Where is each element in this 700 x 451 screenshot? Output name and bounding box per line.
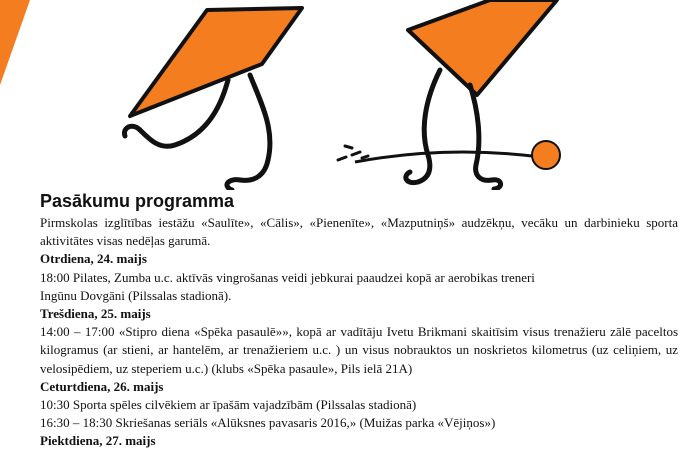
program-content <box>40 190 678 451</box>
event-line: 16:30 – 18:30 Skriešanas seriāls «Alūksnes pavasaris 2016,» (Muižas parka «Vējiņos») <box>40 415 496 431</box>
day-block-friday <box>40 432 678 450</box>
event-line: Ingūnu Dovgāni (Pilssalas stadionā). <box>40 287 232 303</box>
day-block-tuesday <box>40 250 678 305</box>
right-character-foot-left <box>406 172 418 183</box>
sports-illustration <box>0 0 700 190</box>
event-line: 10:30 Sporta spēles cilvēkiem ar īpašām vajadzībām (Pilssalas stadionā) <box>40 397 417 413</box>
ball <box>532 141 560 169</box>
day-block-thursday <box>40 378 678 433</box>
left-character-body <box>130 8 302 116</box>
day-heading: Otrdiena, 24. maijs <box>40 251 147 267</box>
right-character-foot-right <box>492 180 501 189</box>
orange-corner-shape <box>0 0 30 85</box>
day-heading: Piektdiena, 27. maijs <box>40 433 156 449</box>
program-intro: Pirmskolas izglītības iestāžu «Saulīte», «Cālis», «Pienenīte», «Mazputniņš» audzēkņu, vecāku un darbinieku sporta aktivitātes visas nedēļas garumā. <box>40 215 678 249</box>
event-line: 14:00 – 17:00 «Stipro diena «Spēka pasaulē»», kopā ar vadītāju Ivetu Brikmani skaitīsim visus trenažieru zālē paceltos kilogramus (ar stieni, ar hantelēm, ar trenažieriem u.c. ) un visus nobrauktos un noskrietos kilometrus (uz celiņiem, uz velosipēdiem, uz steperiem u.c.) (klubs «Spēka pasaule», Pils ielā 21A) <box>40 324 678 376</box>
day-block-wednesday <box>40 305 678 378</box>
right-character-leg-right <box>470 85 492 180</box>
day-heading: Trešdiena, 25. maijs <box>40 306 151 322</box>
event-line: 18:00 Pilates, Zumba u.c. aktīvās vingrošanas veidi jebkurai paaudzei kopā ar aerobikas treneri <box>40 269 535 285</box>
motion-trail <box>338 146 368 160</box>
day-heading: Ceturtdiena, 26. maijs <box>40 378 164 394</box>
left-character-foot-back <box>124 126 140 136</box>
right-character-leg-left <box>418 70 440 182</box>
ball-trajectory <box>355 152 532 162</box>
right-character-body <box>408 0 557 95</box>
left-character-foot-front <box>227 180 240 190</box>
program-title: Pasākumu programma <box>40 191 235 211</box>
left-character-leg-front <box>240 75 270 180</box>
